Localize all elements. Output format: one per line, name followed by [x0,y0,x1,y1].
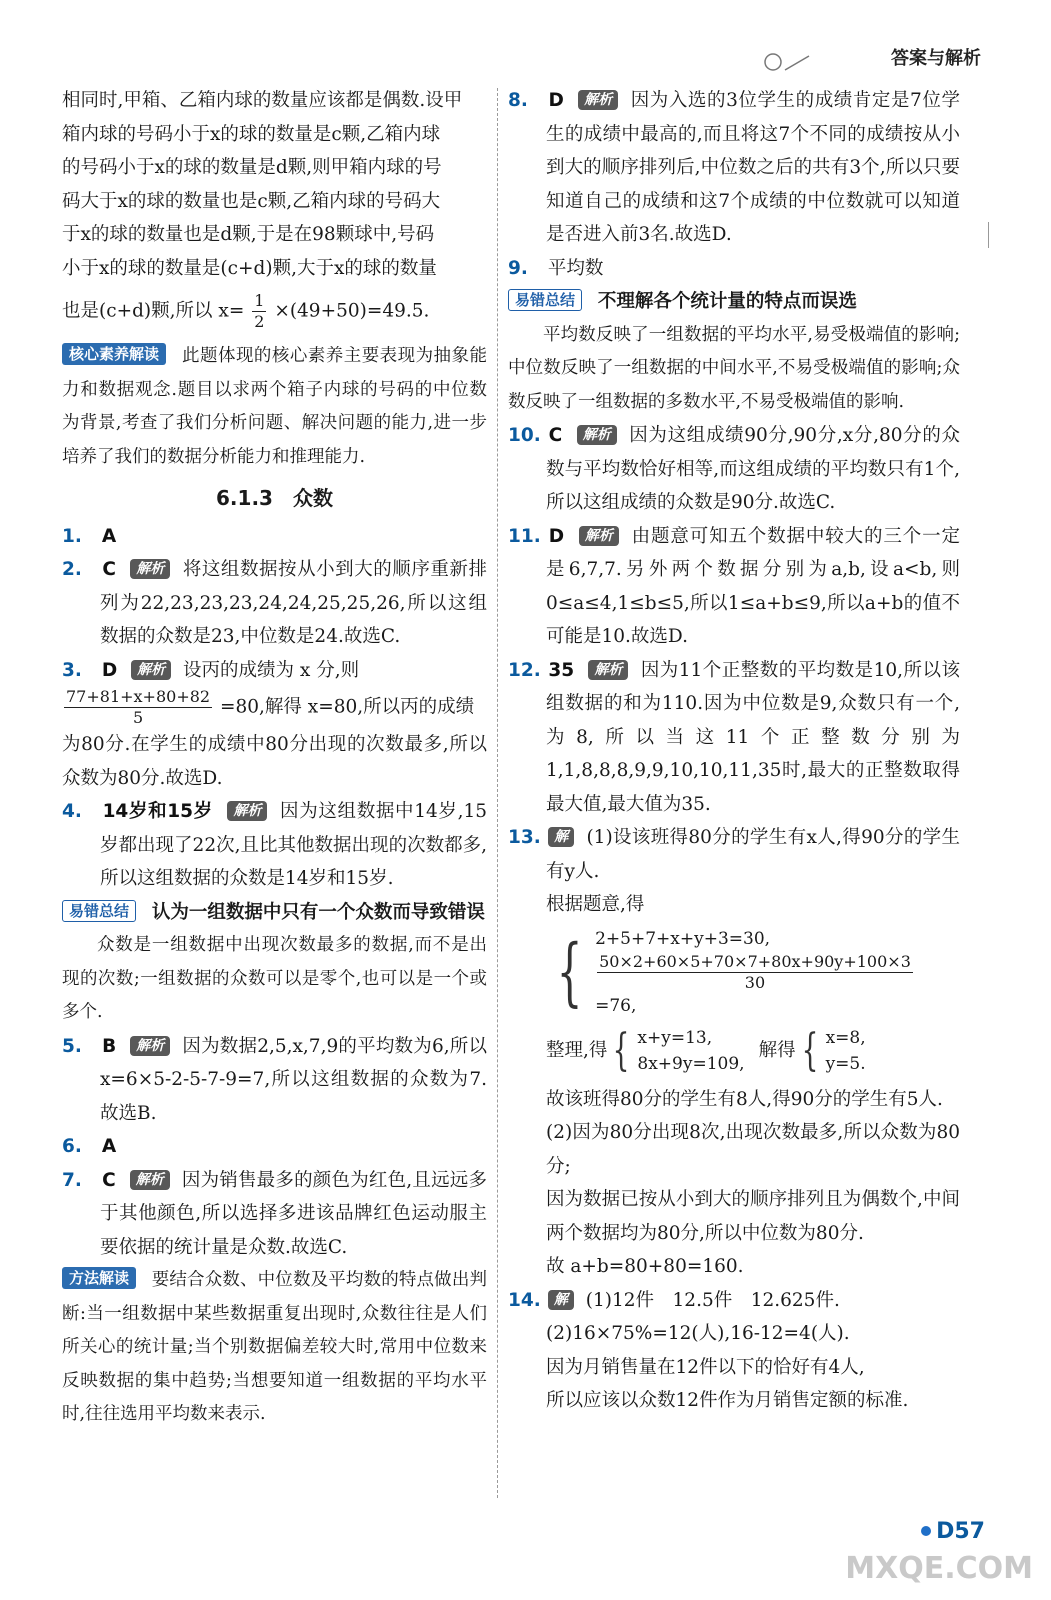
tidy-system [546,1025,960,1077]
core-literacy-box [62,340,487,474]
solution-text: 所以应该以众数12件作为月销售定额的标准. [546,1390,909,1411]
answer: A [101,525,117,547]
intro-final-pre: 也是(c+d)颗,所以 x= [62,300,245,322]
right-column [508,84,960,1418]
intro-line: 的号码小于x的球的数量是d颗,则甲箱内球的号 [62,157,442,178]
error-summary-2 [508,285,960,319]
explanation: =80,解得 x=80,所以丙的成绩 [219,696,475,718]
column-divider [497,88,498,1498]
error-summary-text: 众数是一组数据中出现次数最多的数据,而不是出现的次数;一组数据的众数可以是零个,也可以是一个或多个. [62,935,487,1022]
question-number: 12. [508,659,541,681]
core-literacy-label: 核心素养解读 [62,343,166,365]
question-number: 14. [508,1289,541,1311]
intro-line: 箱内球的号码小于x的球的数量是c颗,乙箱内球 [62,123,441,145]
explanation: 因为数据2,5,x,7,9的平均数为6,所以x=6×5-2-5-7-9=7,所以这组数据的众数为7.故选B. [100,1035,487,1124]
question-number: 2. [62,559,82,580]
solution-text: (1)12件 12.5件 12.625件. [585,1289,840,1311]
fraction-denominator: 5 [132,708,144,727]
question-2 [62,553,487,654]
error-summary-label: 易错总结 [508,289,582,311]
solution-text: (2)因为80分出现8次,出现次数最多,所以众数为80分; [546,1122,960,1177]
question-5 [62,1030,487,1131]
question-number: 6. [62,1136,82,1157]
analysis-tag: 解析 [577,425,617,445]
answer: C [548,425,563,446]
question-3-cont: 为80分.在学生的成绩中80分出现的次数最多,所以众数为80分.故选D. [62,734,487,789]
equation-line: 8x+9y=109, [637,1053,745,1074]
question-6 [62,1130,487,1164]
solution-text: (1)设该班得80分的学生有x人,得90分的学生有y人. [546,827,961,882]
solution-text: 根据题意,得 [546,894,645,915]
intro-line: 码大于x的球的数量也是c颗,乙箱内球的号码大 [62,190,441,212]
fraction-numerator: 50×2+60×5+70×7+80x+90y+100×3 [599,951,911,971]
solution-tag: 解 [548,827,574,847]
question-number: 9. [508,257,528,279]
answer: 14岁和15岁 [102,801,213,822]
error-summary-title: 不理解各个统计量的特点而误选 [597,291,857,312]
header-deco [759,48,819,82]
question-number: 8. [508,90,528,111]
explanation: 因为这组数据中14岁,15岁都出现了22次,且比其他数据出现的次数都多,所以这组数据的众数是14岁和15岁. [100,801,488,889]
equation-rhs: =76, [595,995,637,1016]
fraction-numerator: 77+81+x+80+82 [66,687,211,706]
solution-text: 因为月销售量在12件以下的恰好有4人, [546,1356,865,1378]
answer: A [101,1136,117,1157]
fraction-denominator: 2 [254,312,265,331]
question-number: 4. [62,801,82,822]
solution-text: (2)16×75%=12(人),16-12=4(人). [546,1323,850,1344]
equation-line: x+y=13, [637,1027,713,1048]
analysis-tag: 解析 [130,559,170,579]
question-number: 5. [62,1035,82,1057]
answer: D [548,90,564,111]
intro-final-post: ×(49+50)=49.5. [274,300,430,322]
question-8 [508,84,960,252]
method-text: 要结合众数、中位数及平均数的特点做出判断:当一组数据中某些数据重复出现时,众数往往是人们所关心的统计量;当个别数据偏差较大时,常用中位数来反映数据的集中趋势;当想要知道一组数据的平均水平时,往往选用平均数来表示. [62,1270,487,1424]
explanation: 因为销售最多的颜色为红色,且远远多于其他颜色,所以选择多进该品牌红色运动服主要依据的统计量是众数.故选C. [100,1169,487,1258]
page-number [921,1519,985,1544]
question-14 [508,1284,960,1418]
error-summary-text: 平均数反映了一组数据的平均水平,易受极端值的影响;中位数反映了一组数据的中间水平,不易受极端值的影响;众数反映了一组数据的多数水平,不易受极端值的影响. [508,324,960,412]
analysis-tag: 解析 [131,660,171,680]
fraction-numerator: 1 [254,291,265,310]
doodle-icon [759,48,819,78]
explanation: 设丙的成绩为 x 分,则 [183,659,360,681]
equation-system [546,926,960,1019]
error-summary-title: 认为一组数据中只有一个众数而导致错误 [151,901,485,923]
question-number: 13. [508,827,541,848]
brace-icon: { [612,1024,630,1076]
question-3 [62,654,487,688]
question-4 [62,795,487,896]
intro-final [62,291,487,332]
margin-mark [988,222,989,248]
question-number: 1. [62,525,82,547]
mean-fraction [64,687,212,728]
question-number: 11. [508,525,541,547]
answer: 平均数 [547,257,604,279]
solution-text: 故 a+b=80+80=160. [546,1256,744,1277]
solution-text: 因为数据已按从小到大的顺序排列且为偶数个,中间两个数据均为80分,所以中位数为80分. [546,1189,960,1244]
question-9 [508,252,960,286]
question-1 [62,520,487,554]
answer: C [102,559,116,580]
page-header: 答案与解析 [891,48,981,69]
question-3-formula [62,687,487,728]
section-title: 6.1.3 众数 [216,486,333,510]
analysis-tag: 解析 [579,526,619,546]
intro-line: 相同时,甲箱、乙箱内球的数量应该都是偶数.设甲 [62,90,463,111]
tidy-label: 整理,得 [546,1039,608,1061]
analysis-tag: 解析 [130,1036,170,1056]
equation-line: x=8, [825,1027,866,1048]
half-fraction [252,291,266,332]
solution-tag: 解 [548,1290,574,1310]
equation-line: 2+5+7+x+y+3=30, [595,928,771,949]
equation-line: y=5. [825,1053,866,1074]
fraction-denominator: 30 [744,972,766,992]
page-dot-icon [921,1526,931,1536]
question-number: 3. [62,659,82,681]
question-number: 10. [508,425,541,446]
equation-line-2 [595,952,960,1019]
method-box [62,1264,487,1432]
watermark: MXQE.COM [845,1551,1033,1586]
answer: D [101,659,118,681]
analysis-tag: 解析 [227,801,267,821]
error-summary-label: 易错总结 [62,900,136,922]
weighted-mean-fraction [597,952,913,993]
left-column [62,84,487,1432]
brace-icon: { [556,929,583,1015]
analysis-tag: 解析 [578,90,618,110]
question-10 [508,419,960,520]
question-12 [508,654,960,822]
explanation: 将这组数据按从小到大的顺序重新排列为22,23,23,23,24,24,25,25,26,所以这组数据的众数是23,中位数是24.故选C. [100,559,487,647]
error-summary-1 [62,896,487,930]
question-11 [508,520,960,654]
analysis-tag: 解析 [588,660,628,680]
question-number: 7. [62,1169,82,1191]
answer: B [102,1035,117,1057]
explanation: 由题意可知五个数据中较大的三个一定是6,7,7.另外两个数据分别为a,b,设a<b,则0≤a≤4,1≤b≤5,所以1≤a+b≤9,所以a+b的值不可能是10.故选D. [546,525,960,647]
analysis-tag: 解析 [130,1170,170,1190]
question-13 [508,821,960,1284]
answer: C [102,1169,116,1191]
intro-line: 于x的球的数量也是d颗,于是在98颗球中,号码 [62,224,435,245]
question-7 [62,1164,487,1265]
intro-line: 小于x的球的数量是(c+d)颗,大于x的球的数量 [62,257,437,279]
explanation: 因为入选的3位学生的成绩肯定是7位学生的成绩中最高的,而且将这7个不同的成绩按从小到大的顺序排列后,中位数之后的共有3个,所以只要知道自己的成绩和这7个成绩的中位数就可以知道是否进入前3名.故选D. [546,90,960,245]
explanation: 因为这组成绩90分,90分,x分,80分的众数与平均数恰好相等,而这组成绩的平均数只有1个,所以这组成绩的众数是90分.故选C. [546,425,961,513]
answer: D [548,525,565,547]
solve-label: 解得 [758,1039,796,1061]
solution-text: 故该班得80分的学生有8人,得90分的学生有5人. [546,1088,943,1110]
page-number-text: D57 [936,1519,985,1544]
method-label: 方法解读 [62,1267,136,1289]
core-literacy-text: 此题体现的核心素养主要表现为抽象能力和数据观念.题目以求两个箱子内球的号码的中位数为背景,考查了我们分析问题、解决问题的能力,进一步培养了我们的数据分析能力和推理能力. [62,346,487,467]
explanation: 因为11个正整数的平均数是10,所以该组数据的和为110.因为中位数是9,众数只有一个,为8,所以当这11个正整数分别为1,1,8,8,8,9,9,10,10,11,35时,最大的正整数取得最大值,最大值为35. [546,659,960,815]
brace-icon: { [801,1024,818,1076]
answer: 35 [548,659,575,681]
